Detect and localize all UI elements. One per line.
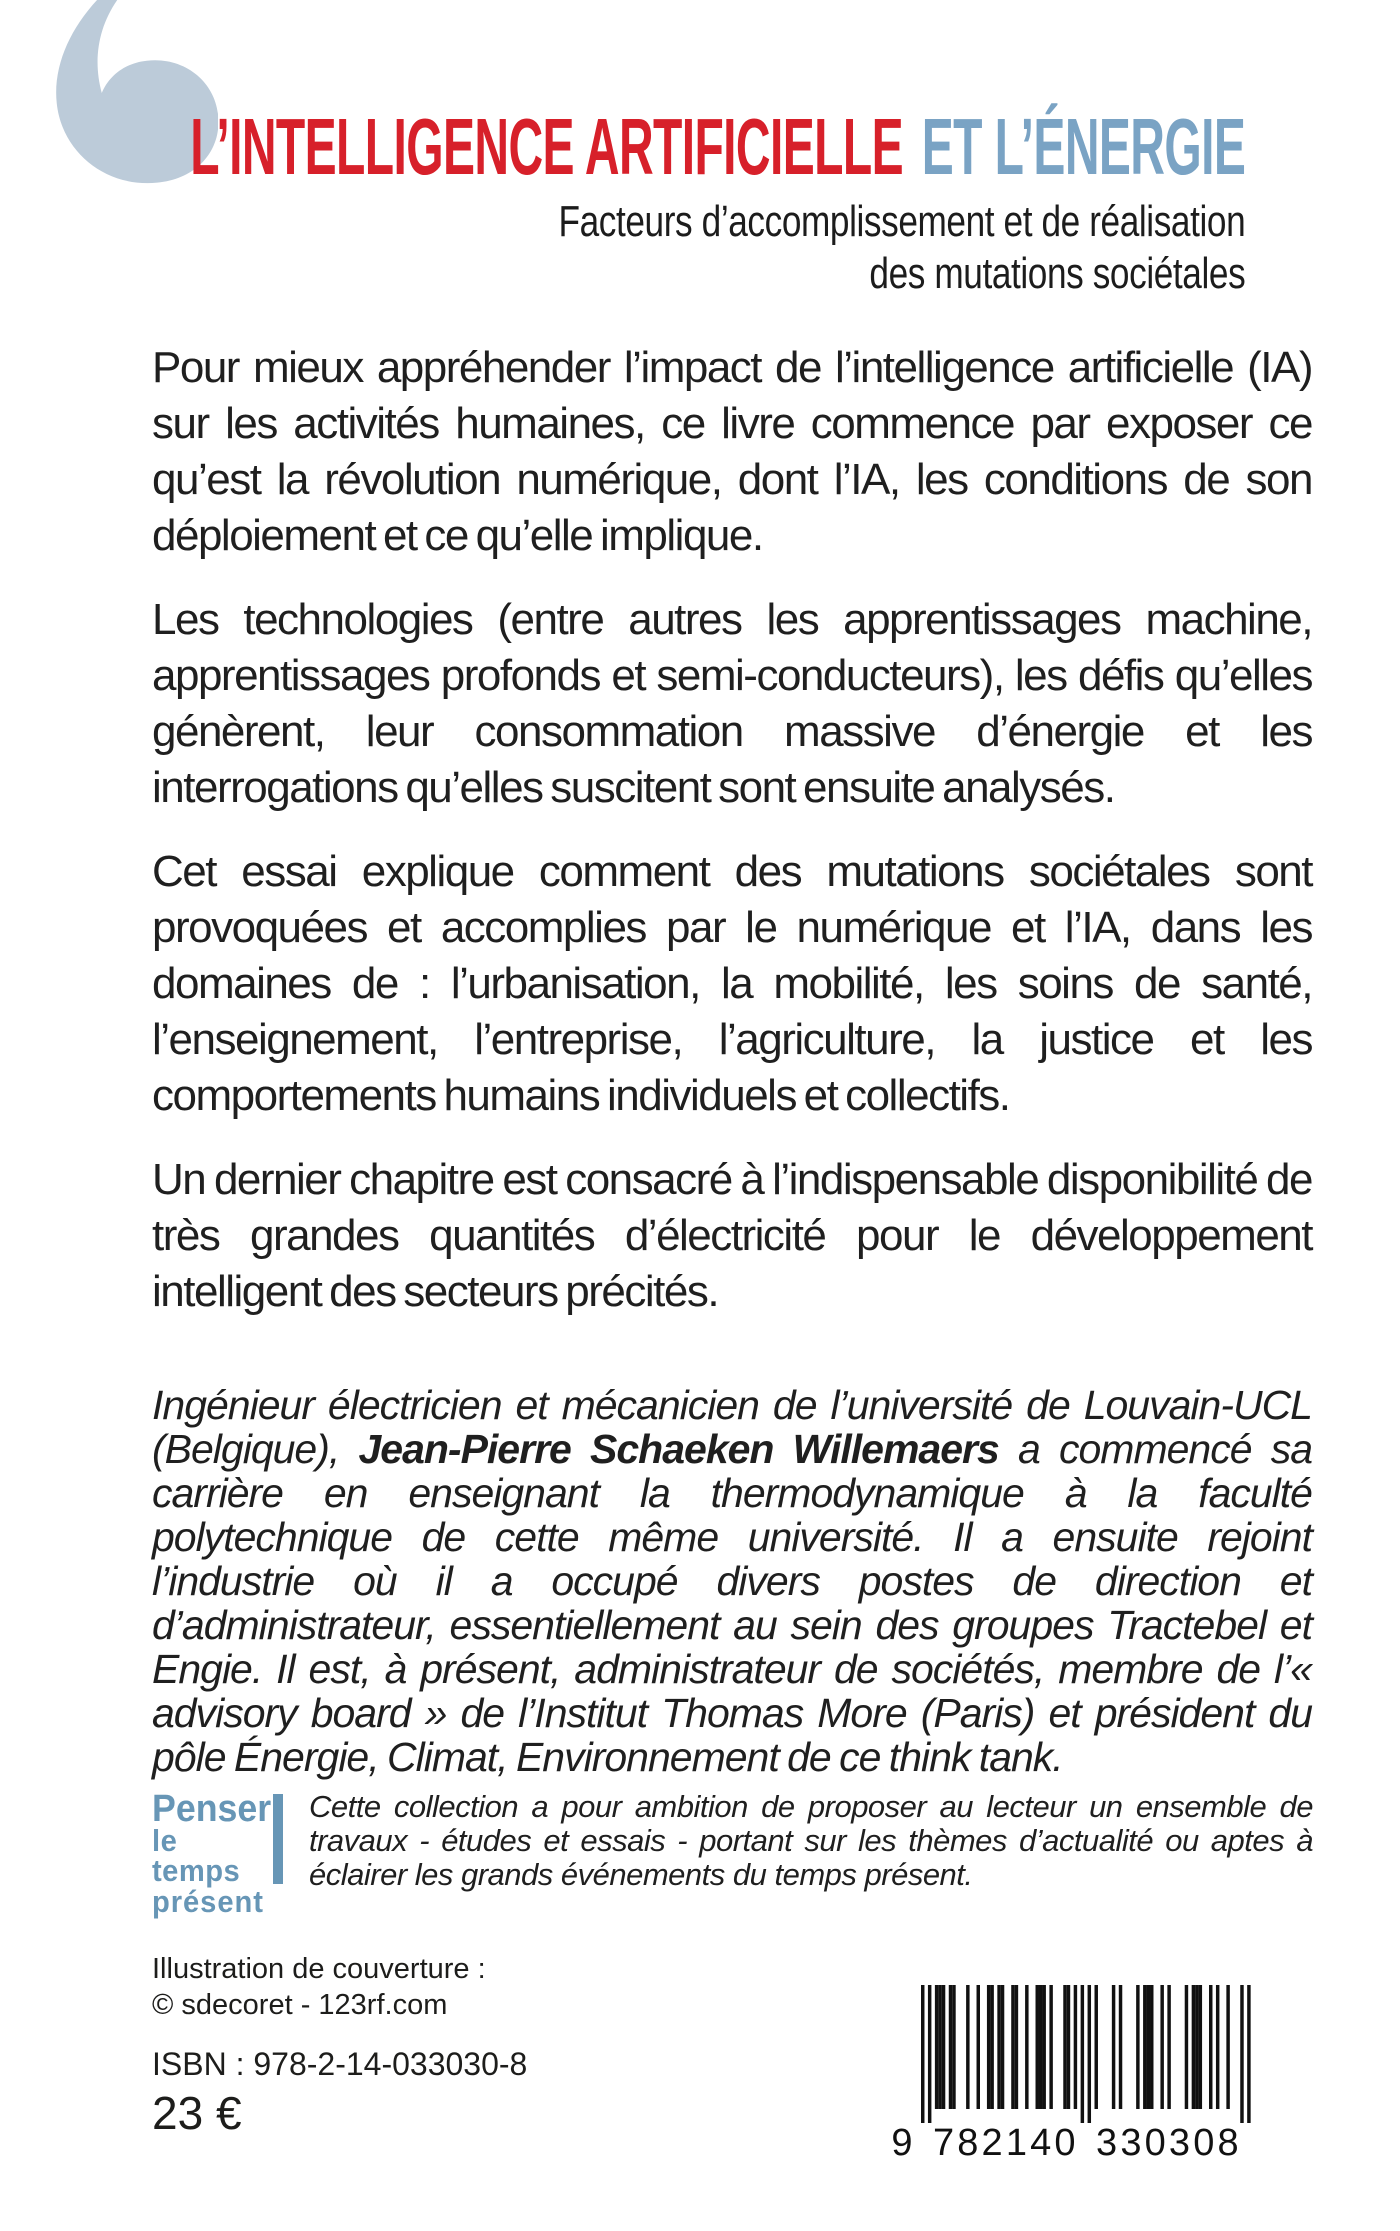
- synopsis-paragraph-1: Pour mieux appréhender l’impact de l’intelligence artificielle (IA) sur les activités humaines, ce livre commence par exposer ce qu’est la révolution numérique, dont l’IA, les conditions de son déploiement et ce qu’elle implique.: [152, 343, 1312, 560]
- cover-credit: [152, 1951, 486, 2023]
- cover-credit-line-1: Illustration de couverture :: [152, 1953, 486, 1985]
- subtitle-line-2: des mutations sociétales: [869, 249, 1245, 298]
- svg-text:8: 8: [957, 2122, 979, 2163]
- author-name: Jean-Pierre Schaeken Willemaers: [358, 1426, 999, 1472]
- author-bio: [152, 1383, 1312, 1779]
- svg-text:0: 0: [1144, 2122, 1166, 2163]
- book-subtitle: [0, 196, 1245, 300]
- svg-text:8: 8: [1217, 2122, 1239, 2163]
- subtitle-line-1: Facteurs d’accomplissement et de réalisation: [558, 197, 1245, 246]
- collection-description: Cette collection a pour ambition de proposer au lecteur un ensemble de travaux - études et essais - portant sur les thèmes d’actualité ou aptes à éclairer les grands événements du temps présent.: [309, 1789, 1313, 1892]
- svg-text:3: 3: [1120, 2122, 1142, 2163]
- synopsis-paragraph-2: Les technologies (entre autres les apprentissages machine, apprentissages profonds et semi-conducteurs), les défis qu’elles génèrent, leur consommation massive d’énergie et les interrogations qu’elles suscitent sont ensuite analysés.: [152, 595, 1312, 812]
- svg-text:3: 3: [1096, 2122, 1118, 2163]
- cover-credit-line-2: © sdecoret - 123rf.com: [152, 1989, 448, 2021]
- bio-text-before: Ingénieur électricien et mécanicien de l’université de Louvain-UCL (Belgique),: [152, 1382, 1312, 1472]
- bio-text-after: a commencé sa carrière en enseignant la thermodynamique à la faculté polytechnique de cette même université. Il a ensuite rejoint l’industrie où il a occupé divers postes de direction et d’administrateur, essentiellement au sein des groupes Tractebel et Engie. Il est, à présent, administrateur de sociétés, membre de l’« advisory board » de l’Institut Thomas More (Paris) et président du pôle Énergie, Climat, Environnement de ce think tank.: [152, 1426, 1312, 1780]
- collection-name-line-1: Penser: [152, 1788, 272, 1830]
- book-title-blue: ET L’ÉNERGIE: [921, 102, 1245, 191]
- svg-text:0: 0: [1054, 2122, 1076, 2163]
- book-title-red: L’INTELLIGENCE ARTIFICIELLE: [190, 102, 903, 191]
- ean13-barcode: [890, 1985, 1270, 2163]
- book-title: [190, 104, 1245, 190]
- price: 23 €: [152, 2087, 242, 2139]
- svg-text:3: 3: [1168, 2122, 1191, 2163]
- svg-text:4: 4: [1030, 2122, 1052, 2163]
- svg-text:1: 1: [1005, 2122, 1027, 2163]
- svg-text:9: 9: [891, 2122, 913, 2163]
- collection-name-line-2: le temps: [152, 1823, 241, 1888]
- svg-text:2: 2: [981, 2122, 1003, 2163]
- synopsis: [152, 340, 1312, 1348]
- svg-text:0: 0: [1193, 2122, 1215, 2163]
- isbn: ISBN : 978-2-14-033030-8: [152, 2046, 528, 2082]
- collection-logo: [152, 1788, 272, 1919]
- collection-divider: [273, 1794, 283, 1884]
- title-block: [0, 104, 1245, 300]
- svg-text:7: 7: [933, 2122, 955, 2163]
- collection-name-line-3: présent: [152, 1884, 264, 1919]
- synopsis-paragraph-3: Cet essai explique comment des mutations sociétales sont provoquées et accomplies par le numérique et l’IA, dans les domaines de : l’urbanisation, la mobilité, les soins de santé, l’enseignement, l’entreprise, l’agriculture, la justice et les comportements humains individuels et collectifs.: [152, 847, 1312, 1120]
- synopsis-paragraph-4: Un dernier chapitre est consacré à l’indispensable disponibilité de très grandes quantités d’électricité pour le développement intelligent des secteurs précités.: [152, 1155, 1312, 1316]
